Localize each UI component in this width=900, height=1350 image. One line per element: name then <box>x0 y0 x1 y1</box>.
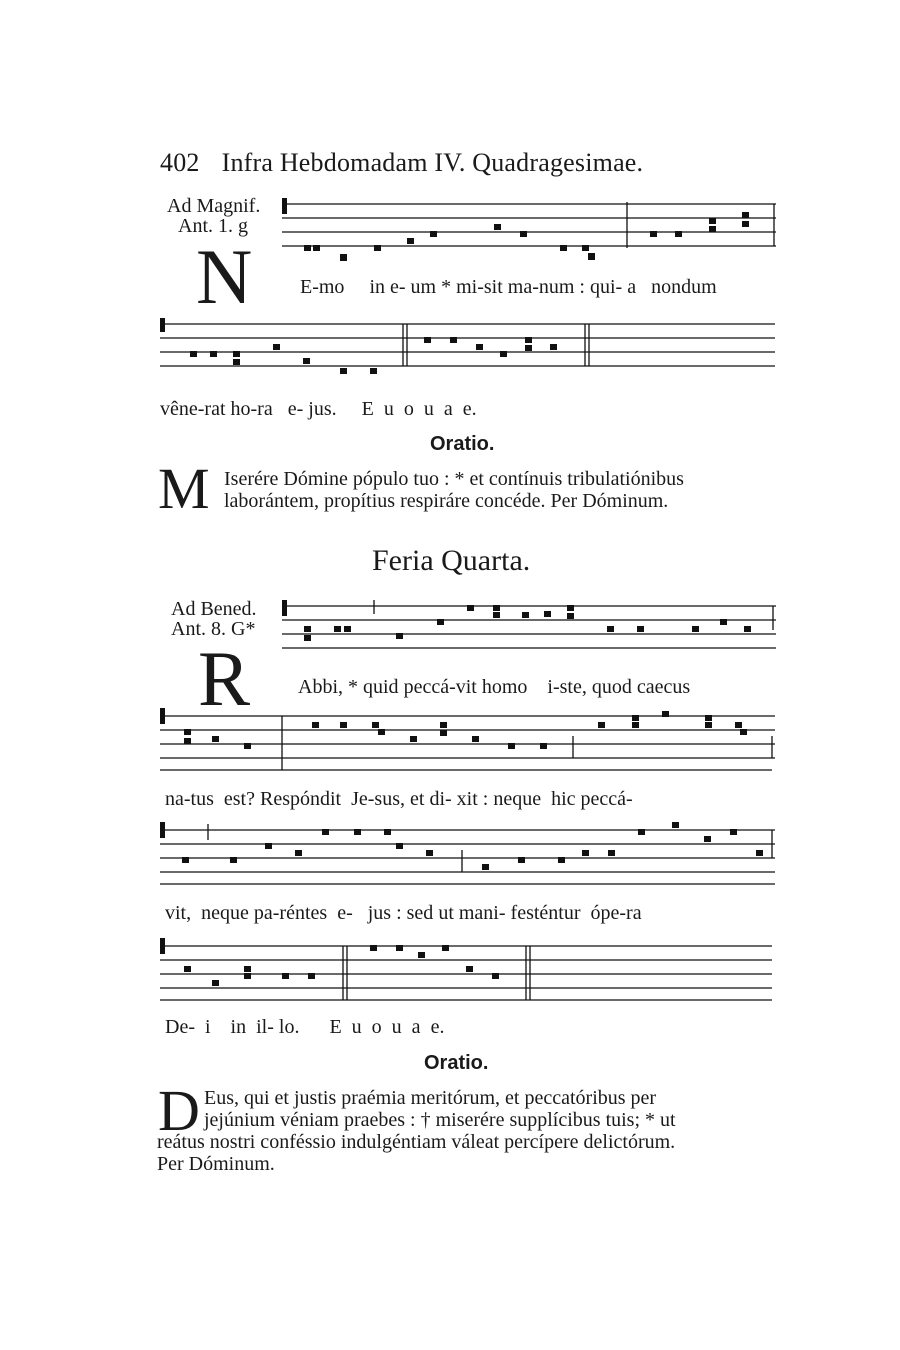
chant-neumes <box>160 822 775 888</box>
oratio-heading-2: Oratio. <box>424 1052 489 1074</box>
syllable: um * <box>410 276 452 298</box>
syllable: nondum <box>651 276 717 298</box>
syllable: et <box>410 788 425 810</box>
syllable: mi-sit <box>456 276 503 298</box>
syllable: e. <box>462 398 477 420</box>
benedictus-lyric-4 <box>165 1016 444 1039</box>
benedictus-staff-3 <box>160 822 775 888</box>
syllable: ut <box>438 902 454 924</box>
prose-line: Per Dóminum. <box>157 1153 275 1175</box>
syllable: e- <box>337 902 353 924</box>
syllable: neque <box>201 902 249 924</box>
benedictus-staff-1 <box>282 600 776 664</box>
syllable: Je-sus, <box>351 788 405 810</box>
magnificat-staff-2 <box>160 318 775 380</box>
page-number: 402 <box>160 148 200 177</box>
syllable: ma-num : <box>507 276 585 298</box>
magnificat-lyric-1 <box>300 276 717 299</box>
syllable: a <box>411 1016 421 1038</box>
magnificat-lyric-2 <box>160 398 477 421</box>
syllable: vit, <box>165 902 192 924</box>
syllable: di- <box>429 788 452 810</box>
syllable: il- <box>256 1016 274 1038</box>
syllable: u <box>391 1016 402 1038</box>
benedictus-staff-4 <box>160 938 775 1002</box>
benedictus-initial: R <box>198 635 251 722</box>
oratio-text-2b <box>157 1131 675 1175</box>
syllable: neque <box>493 788 542 810</box>
syllable: lo. <box>278 1016 300 1038</box>
chant-neumes <box>282 198 776 268</box>
magnificat-initial: N <box>196 233 253 320</box>
running-title: Infra Hebdomadam IV. Quadragesimae. <box>221 148 644 177</box>
magnificat-label-2: Ant. 1. g <box>178 215 248 237</box>
syllable: xit : <box>456 788 489 810</box>
chant-neumes <box>282 600 776 664</box>
syllable: Respóndit <box>259 788 342 810</box>
chant-neumes <box>160 708 775 774</box>
syllable: in <box>230 1016 247 1038</box>
chant-neumes <box>160 938 775 1002</box>
syllable: e. <box>430 1016 445 1038</box>
syllable: quid <box>363 676 399 698</box>
syllable: in e- <box>369 276 406 298</box>
syllable: festéntur <box>510 902 581 924</box>
syllable: u <box>351 1016 362 1038</box>
syllable: peccá-vit <box>403 676 477 698</box>
syllable: qui- <box>589 276 623 298</box>
syllable: u <box>383 398 394 420</box>
syllable: Abbi, * <box>298 676 358 698</box>
syllable: sed <box>406 902 434 924</box>
oratio-initial-1: M <box>158 456 210 521</box>
syllable: est? <box>223 788 255 810</box>
prose-line: jejúnium véniam praebes : † miserére supplícibus tuis; * ut <box>204 1109 676 1131</box>
syllable: i <box>204 1016 211 1038</box>
prose-line: Eus, qui et justis praémia meritórum, et peccatóribus per <box>204 1087 657 1109</box>
benedictus-lyric-1 <box>298 676 690 699</box>
magnificat-label-1: Ad Magnif. <box>167 195 261 217</box>
syllable: e- jus. <box>287 398 337 420</box>
magnificat-staff-1 <box>282 198 776 268</box>
syllable: a <box>443 398 453 420</box>
running-head <box>160 148 643 178</box>
syllable: a <box>627 276 637 298</box>
oratio-heading-1: Oratio. <box>430 433 495 455</box>
benedictus-staff-2 <box>160 708 775 774</box>
syllable: o <box>403 398 414 420</box>
syllable: hic <box>551 788 576 810</box>
syllable: u <box>423 398 434 420</box>
syllable: na-tus <box>165 788 214 810</box>
prose-line: Iserére Dómine pópulo tuo : * et contínuis tribulatiónibus <box>224 468 684 490</box>
prose-line: laborántem, propítius respiráre concéde. Per Dóminum. <box>224 490 669 512</box>
syllable: E-mo <box>300 276 345 298</box>
syllable: jus : <box>367 902 402 924</box>
syllable: De- <box>165 1016 195 1038</box>
prose-line: reátus nostri conféssio indulgéntiam váleat percípere delictórum. <box>157 1131 676 1153</box>
benedictus-lyric-3 <box>165 902 642 925</box>
benedictus-label-2: Ant. 8. G* <box>171 618 256 640</box>
oratio-text-1 <box>224 468 684 512</box>
benedictus-label-1: Ad Bened. <box>171 598 257 620</box>
syllable: mani- <box>458 902 506 924</box>
syllable: pa-réntes <box>253 902 328 924</box>
syllable: peccá- <box>580 788 633 810</box>
chant-neumes <box>160 318 775 380</box>
syllable: o <box>371 1016 382 1038</box>
syllable: ho-ra <box>230 398 273 420</box>
syllable: E <box>361 398 374 420</box>
feria-title: Feria Quarta. <box>372 544 531 577</box>
syllable: vêne-rat <box>160 398 226 420</box>
oratio-initial-2: D <box>158 1078 200 1143</box>
syllable: homo <box>481 676 528 698</box>
syllable: i-ste, <box>547 676 587 698</box>
syllable: ópe-ra <box>590 902 642 924</box>
syllable: E <box>329 1016 342 1038</box>
syllable: caecus <box>636 676 691 698</box>
benedictus-lyric-2 <box>165 788 633 811</box>
oratio-text-2a <box>204 1087 676 1131</box>
syllable: quod <box>591 676 632 698</box>
